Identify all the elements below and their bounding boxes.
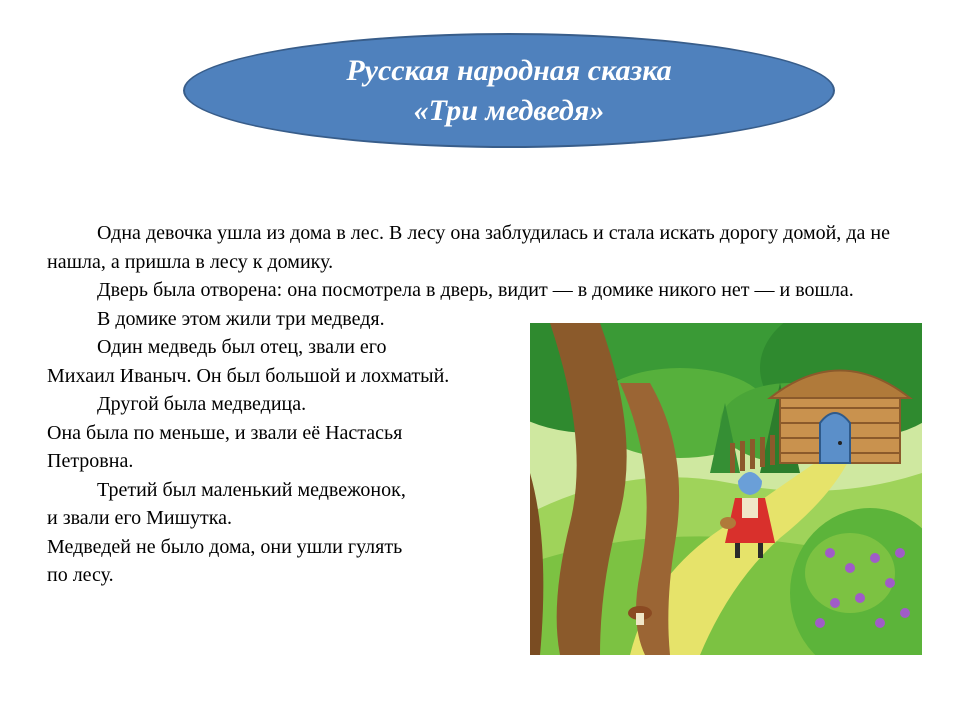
paragraph-4-line-1: Один медведь был отец, звали его xyxy=(97,336,387,358)
paragraph-5-line-2: Она была по меньше, и звали её Настасья xyxy=(47,421,403,444)
paragraph-5-line-1: Другой была медведица. xyxy=(97,393,307,415)
title-banner xyxy=(183,33,835,148)
paragraph-5-line-3: Петровна. xyxy=(47,450,134,472)
paragraph-4-line-2: Михаил Иваныч. Он был большой и лохматый. xyxy=(47,364,450,387)
paragraph-6 xyxy=(47,476,532,533)
paragraph-3: В домике этом жили три медведя. xyxy=(97,307,385,330)
title-line-1: Русская народная сказка xyxy=(346,53,672,87)
paragraph-2: Дверь была отворена: она посмотрела в дверь, видит — в домике никого нет — и вошла. xyxy=(97,279,854,301)
paragraph-7 xyxy=(47,533,532,590)
paragraph-5 xyxy=(47,390,532,476)
story-text xyxy=(47,219,890,590)
paragraph-7-line-2: по лесу. xyxy=(47,564,114,586)
paragraph-7-line-1: Медведей не было дома, они ушли гулять xyxy=(47,535,403,558)
title-line-2: «Три медведя» xyxy=(413,93,605,127)
paragraph-4 xyxy=(47,333,532,390)
paragraph-1: Одна девочка ушла из дома в лес. В лесу она заблудилась и стала искать дорогу домой, да не нашла, а пришла в лесу к домику. xyxy=(47,222,890,273)
paragraph-6-line-2: и звали его Мишутка. xyxy=(47,507,233,529)
paragraph-6-line-1: Третий был маленький медвежонок, xyxy=(97,478,406,501)
